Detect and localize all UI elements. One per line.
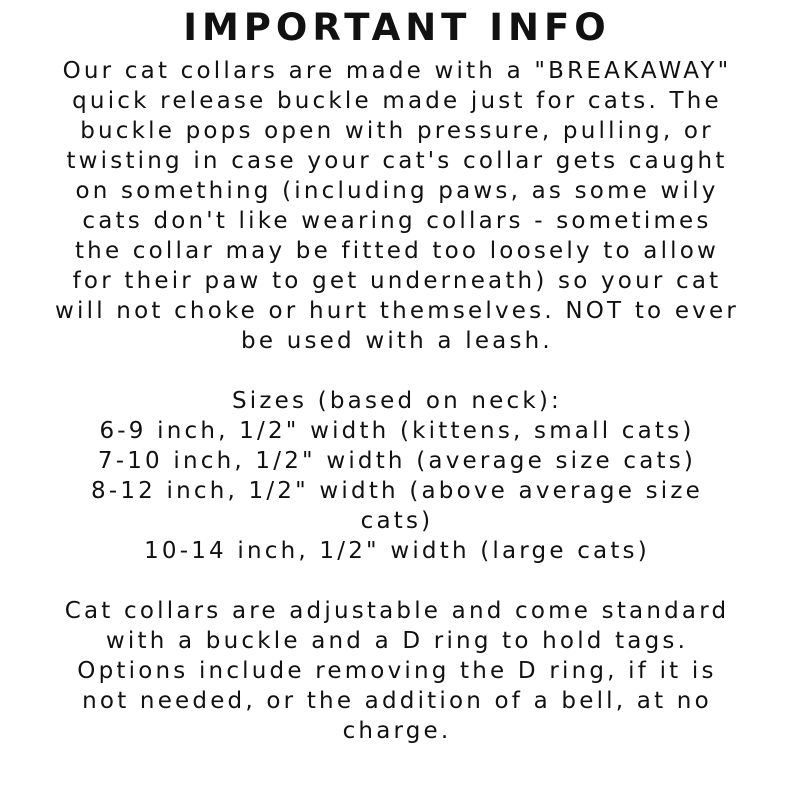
sizes-heading: Sizes (based on neck): bbox=[232, 388, 562, 414]
size-item: 6-9 inch, 1/2" width (kittens, small cats) bbox=[99, 418, 695, 444]
paragraph-spacer bbox=[28, 566, 766, 596]
breakaway-paragraph bbox=[28, 56, 766, 356]
breakaway-line: on something (including paws, as some wily bbox=[75, 178, 719, 204]
options-line: Cat collars are adjustable and come standard bbox=[64, 598, 730, 624]
breakaway-line: buckle pops open with pressure, pulling, or bbox=[80, 118, 714, 144]
size-item: cats) bbox=[360, 508, 434, 534]
size-item: 10-14 inch, 1/2" width (large cats) bbox=[144, 538, 650, 564]
paragraph-spacer bbox=[28, 356, 766, 386]
breakaway-line: quick release buckle made just for cats. The bbox=[72, 88, 722, 114]
breakaway-line: for their paw to get underneath) so your cat bbox=[72, 268, 722, 294]
sizes-section bbox=[28, 386, 766, 566]
size-item: 7-10 inch, 1/2" width (average size cats) bbox=[97, 448, 697, 474]
breakaway-line: the collar may be fitted too loosely to allow bbox=[74, 238, 720, 264]
page-title: IMPORTANT INFO bbox=[183, 6, 611, 49]
breakaway-line: cats don't like wearing collars - sometimes bbox=[82, 208, 712, 234]
options-line: Options include removing the D ring, if it is bbox=[77, 658, 717, 684]
breakaway-line: Our cat collars are made with a "BREAKAWAY" bbox=[62, 58, 732, 84]
size-item: 8-12 inch, 1/2" width (above average size bbox=[90, 478, 703, 504]
breakaway-line: be used with a leash. bbox=[241, 328, 553, 354]
breakaway-line: twisting in case your cat's collar gets caught bbox=[66, 148, 728, 174]
options-paragraph bbox=[28, 596, 766, 746]
options-line: not needed, or the addition of a bell, at no bbox=[82, 688, 712, 714]
options-line: charge. bbox=[342, 718, 452, 744]
breakaway-line: will not choke or hurt themselves. NOT to ever bbox=[55, 298, 739, 324]
options-line: with a buckle and a D ring to hold tags. bbox=[105, 628, 689, 654]
